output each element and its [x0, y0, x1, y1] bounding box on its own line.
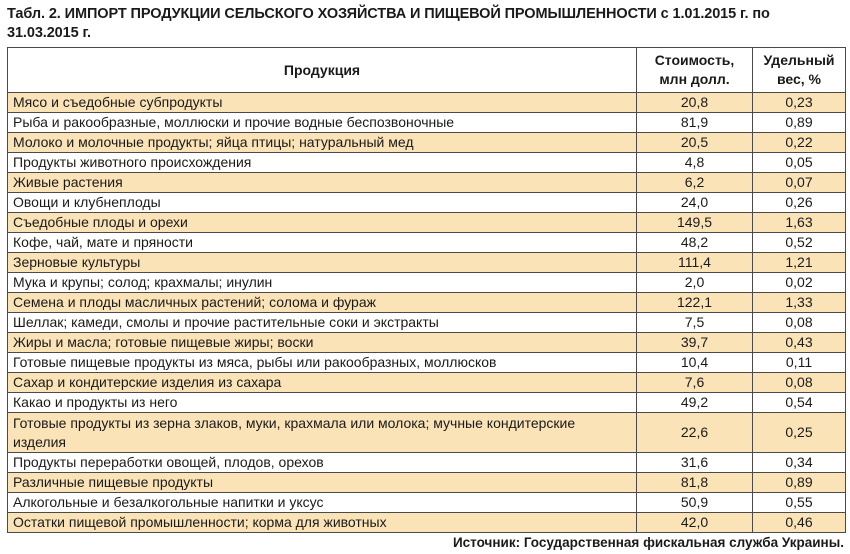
table-row	[8, 393, 846, 413]
table-row	[8, 293, 846, 313]
product-cell: Овощи и клубнеплоды	[8, 193, 637, 213]
product-cell: Сахар и кондитерские изделия из сахара	[8, 373, 637, 393]
cost-cell: 149,5	[637, 213, 753, 233]
share-cell: 0,07	[753, 173, 846, 193]
product-cell: Кофе, чай, мате и пряности	[8, 233, 637, 253]
share-cell: 0,08	[753, 373, 846, 393]
product-cell: Остатки пищевой промышленности; корма для животных	[8, 513, 637, 533]
table-body	[8, 93, 846, 533]
share-cell: 0,54	[753, 393, 846, 413]
cost-cell: 7,5	[637, 313, 753, 333]
share-cell: 0,25	[753, 413, 846, 453]
share-cell: 0,46	[753, 513, 846, 533]
share-cell: 0,55	[753, 493, 846, 513]
table-row	[8, 473, 846, 493]
import-table	[7, 47, 846, 533]
cost-cell: 7,6	[637, 373, 753, 393]
product-cell: Различные пищевые продукты	[8, 473, 637, 493]
share-cell: 0,11	[753, 353, 846, 373]
table-row	[8, 493, 846, 513]
table-caption: Табл. 2. ИМПОРТ ПРОДУКЦИИ СЕЛЬСКОГО ХОЗЯЙСТВА И ПИЩЕВОЙ ПРОМЫШЛЕННОСТИ с 1.01.2015 г. по 31.03.2015 г.	[7, 6, 770, 41]
table-row	[8, 213, 846, 233]
table-row	[8, 233, 846, 253]
table-row	[8, 153, 846, 173]
cost-cell: 122,1	[637, 293, 753, 313]
product-cell: Зерновые культуры	[8, 253, 637, 273]
table-row	[8, 133, 846, 153]
share-cell: 0,05	[753, 153, 846, 173]
product-cell: Мясо и съедобные субпродукты	[8, 93, 637, 113]
product-cell: Готовые продукты из зерна злаков, муки, крахмала или молока; мучные кондитерские изделия	[8, 413, 637, 453]
cost-cell: 6,2	[637, 173, 753, 193]
header-product: Продукция	[8, 48, 637, 93]
table-row	[8, 453, 846, 473]
table-row	[8, 253, 846, 273]
header-cost	[637, 48, 753, 93]
cost-cell: 20,8	[637, 93, 753, 113]
cost-cell: 10,4	[637, 353, 753, 373]
share-cell: 0,08	[753, 313, 846, 333]
table-row	[8, 373, 846, 393]
product-cell: Продукты животного происхождения	[8, 153, 637, 173]
share-cell: 0,43	[753, 333, 846, 353]
cost-cell: 39,7	[637, 333, 753, 353]
table-row	[8, 513, 846, 533]
cost-cell: 81,9	[637, 113, 753, 133]
header-share-line2: вес, %	[776, 71, 822, 87]
share-cell: 1,33	[753, 293, 846, 313]
share-cell: 1,21	[753, 253, 846, 273]
product-cell: Шеллак; камеди, смолы и прочие растительные соки и экстракты	[8, 313, 637, 333]
table-header	[8, 48, 846, 93]
product-cell: Жиры и масла; готовые пищевые жиры; воски	[8, 333, 637, 353]
cost-cell: 81,8	[637, 473, 753, 493]
cost-cell: 2,0	[637, 273, 753, 293]
source-note: Источник: Государственная фискальная служба Украины.	[452, 535, 844, 550]
table-row	[8, 413, 846, 453]
cost-cell: 42,0	[637, 513, 753, 533]
share-cell: 0,89	[753, 473, 846, 493]
share-cell: 0,22	[753, 133, 846, 153]
cost-cell: 50,9	[637, 493, 753, 513]
header-row	[8, 48, 846, 93]
product-cell: Какао и продукты из него	[8, 393, 637, 413]
product-cell: Рыба и ракообразные, моллюски и прочие водные беспозвоночные	[8, 113, 637, 133]
share-cell: 0,02	[753, 273, 846, 293]
share-cell: 0,52	[753, 233, 846, 253]
header-cost-line2: млн долл.	[659, 71, 730, 87]
header-cost-line1: Стоимость,	[654, 52, 735, 68]
product-cell: Молоко и молочные продукты; яйца птицы; натуральный мед	[8, 133, 637, 153]
product-cell: Продукты переработки овощей, плодов, орехов	[8, 453, 637, 473]
table-row	[8, 113, 846, 133]
share-cell: 1,63	[753, 213, 846, 233]
cost-cell: 48,2	[637, 233, 753, 253]
share-cell: 0,26	[753, 193, 846, 213]
share-cell: 0,23	[753, 93, 846, 113]
product-cell: Семена и плоды масличных растений; солома и фураж	[8, 293, 637, 313]
product-cell: Готовые пищевые продукты из мяса, рыбы или ракообразных, моллюсков	[8, 353, 637, 373]
cost-cell: 49,2	[637, 393, 753, 413]
product-cell: Живые растения	[8, 173, 637, 193]
header-share-line1: Удельный	[763, 52, 835, 68]
table-row	[8, 353, 846, 373]
cost-cell: 22,6	[637, 413, 753, 453]
table-row	[8, 173, 846, 193]
table-row	[8, 313, 846, 333]
product-cell: Съедобные плоды и орехи	[8, 213, 637, 233]
cost-cell: 31,6	[637, 453, 753, 473]
table-row	[8, 273, 846, 293]
product-cell: Алкогольные и безалкогольные напитки и уксус	[8, 493, 637, 513]
cost-cell: 24,0	[637, 193, 753, 213]
table-row	[8, 193, 846, 213]
share-cell: 0,34	[753, 453, 846, 473]
share-cell: 0,89	[753, 113, 846, 133]
table-row	[8, 333, 846, 353]
cost-cell: 20,5	[637, 133, 753, 153]
table-row	[8, 93, 846, 113]
cost-cell: 111,4	[637, 253, 753, 273]
cost-cell: 4,8	[637, 153, 753, 173]
product-cell: Мука и крупы; солод; крахмалы; инулин	[8, 273, 637, 293]
header-share	[753, 48, 846, 93]
